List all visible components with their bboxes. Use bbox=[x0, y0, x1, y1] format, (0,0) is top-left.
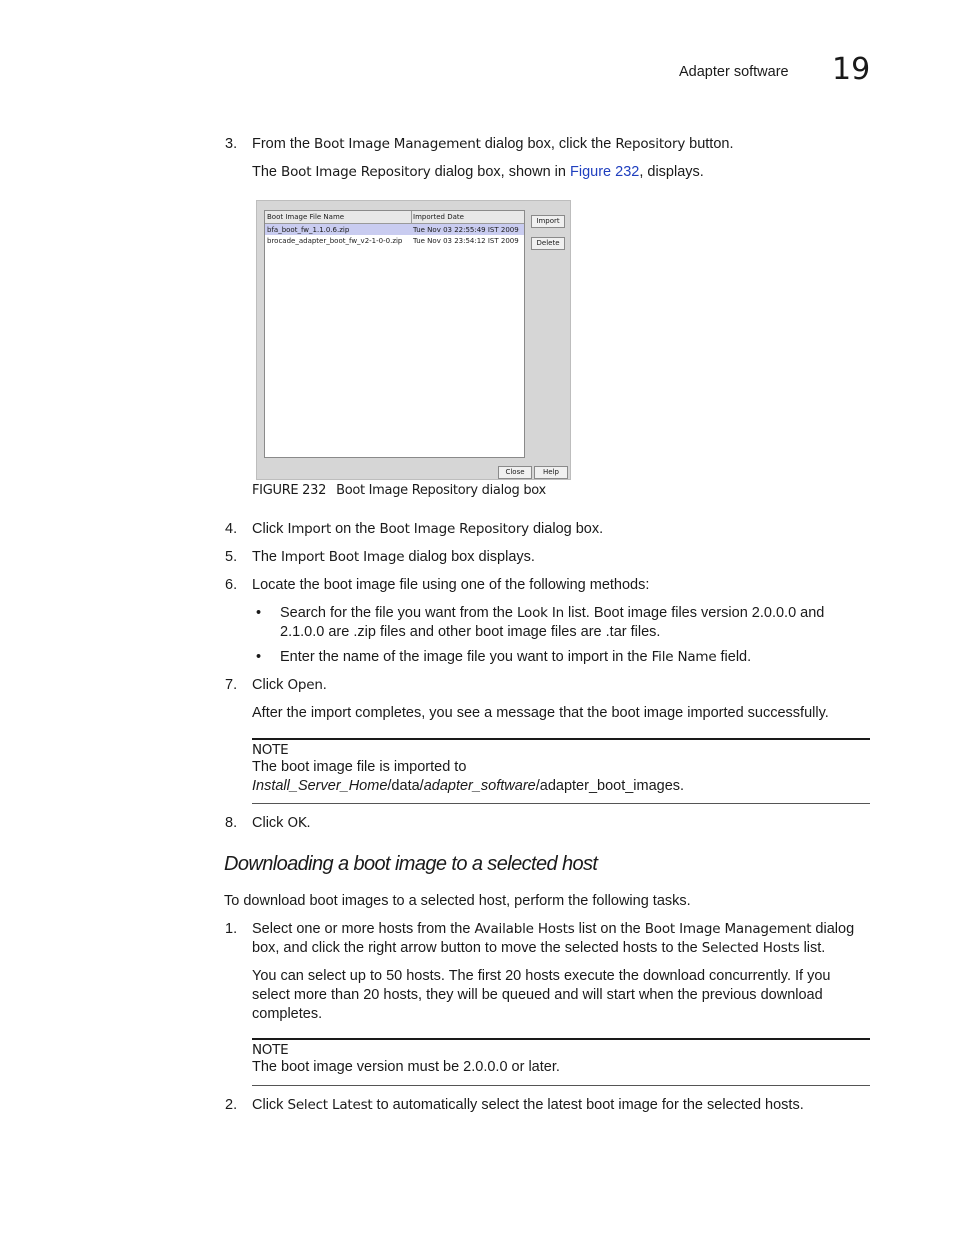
boot-image-table bbox=[264, 210, 525, 458]
text-run: list. Boot image files version 2.0.0.0 and 2.1.0.0 are .zip files and other boot image files are .tar files. bbox=[280, 605, 825, 640]
note-title: NOTE bbox=[252, 1042, 289, 1058]
text-run: Click bbox=[252, 521, 288, 537]
ui-term: Import bbox=[287, 521, 332, 537]
bullet-text bbox=[280, 648, 870, 667]
step-text bbox=[252, 920, 872, 958]
text-run: Enter the name of the image file you want to import in the bbox=[280, 649, 652, 665]
ui-term: Select Latest bbox=[287, 1097, 373, 1113]
step-text bbox=[252, 135, 872, 154]
table-row[interactable] bbox=[265, 224, 524, 235]
figure-label: FIGURE 232 bbox=[252, 483, 327, 498]
ui-term: Boot Image Management bbox=[314, 136, 481, 152]
note-title: NOTE bbox=[252, 742, 289, 758]
ui-term: Boot Image Repository bbox=[281, 164, 431, 180]
bullet-icon: • bbox=[256, 605, 262, 621]
ui-term: Available Hosts bbox=[474, 921, 575, 937]
delete-button[interactable]: Delete bbox=[531, 237, 565, 250]
cell-file-name: brocade_adapter_boot_fw_v2-1-0-0.zip bbox=[267, 237, 403, 245]
step-text bbox=[252, 548, 872, 567]
boot-image-repository-dialog bbox=[256, 200, 571, 480]
text-run: Click bbox=[252, 1097, 288, 1113]
ui-term: Boot Image Repository bbox=[379, 521, 529, 537]
section-step-1-paragraph: You can select up to 50 hosts. The first 20 hosts execute the download concurrently. If you select more than 20 hosts, they will be queued and will start when the previous download completes. bbox=[252, 968, 831, 1022]
bullet-text bbox=[280, 604, 870, 642]
cell-imported-date: Tue Nov 03 23:54:12 IST 2009 bbox=[413, 237, 519, 245]
path-part: /adapter_boot_images. bbox=[535, 778, 685, 794]
text-run: Select one or more hosts from the bbox=[252, 921, 475, 937]
ui-term: Look In bbox=[516, 605, 565, 621]
text-run: dialog box, and click the right arrow button to move the selected hosts to the bbox=[252, 921, 855, 956]
ui-term: OK bbox=[287, 815, 307, 831]
text-run: Click bbox=[252, 815, 288, 831]
text-run: on the bbox=[331, 521, 380, 537]
cell-file-name: bfa_boot_fw_1.1.0.6.zip bbox=[267, 226, 350, 234]
step-number: 7. bbox=[225, 677, 238, 693]
figure-link[interactable]: Figure 232 bbox=[570, 164, 640, 180]
step-7-paragraph: After the import completes, you see a message that the boot image imported successfully. bbox=[252, 705, 829, 721]
close-button[interactable]: Close bbox=[498, 466, 532, 479]
note-line: The boot image file is imported to bbox=[252, 759, 467, 775]
figure-title: Boot Image Repository dialog box bbox=[336, 483, 546, 498]
path-part: adapter_software bbox=[423, 778, 536, 794]
ui-term: Selected Hosts bbox=[701, 940, 800, 956]
step-number: 2. bbox=[225, 1097, 238, 1113]
text-run: dialog box. bbox=[528, 521, 604, 537]
step-number: 4. bbox=[225, 521, 238, 537]
note-line: The boot image version must be 2.0.0.0 or later. bbox=[252, 1059, 560, 1075]
text-run: . bbox=[306, 815, 311, 831]
text-run: dialog box, click the bbox=[480, 136, 616, 152]
step-text bbox=[252, 676, 872, 695]
step-number: 6. bbox=[225, 577, 238, 593]
text-run: list on the bbox=[574, 921, 645, 937]
step-text: Locate the boot image file using one of the following methods: bbox=[252, 577, 650, 593]
text-run: dialog box, shown in bbox=[430, 164, 570, 180]
note-path bbox=[252, 777, 870, 796]
text-run: button. bbox=[685, 136, 734, 152]
step-number: 3. bbox=[225, 136, 238, 152]
text-run: , displays. bbox=[639, 164, 704, 180]
ui-term: Import Boot Image bbox=[281, 549, 405, 565]
path-part: Install_Server_Home bbox=[252, 778, 388, 794]
ui-term: File Name bbox=[651, 649, 717, 665]
text-run: The bbox=[252, 549, 282, 565]
text-run: The bbox=[252, 164, 282, 180]
cell-imported-date: Tue Nov 03 22:55:49 IST 2009 bbox=[413, 226, 519, 234]
text-run: to automatically select the latest boot image for the selected hosts. bbox=[372, 1097, 804, 1113]
column-header-file-name[interactable]: Boot Image File Name bbox=[267, 213, 345, 221]
step-text bbox=[252, 520, 872, 539]
step-3-paragraph bbox=[252, 163, 872, 182]
step-text bbox=[252, 814, 872, 833]
step-text bbox=[252, 1096, 872, 1115]
ui-term: Repository bbox=[615, 136, 686, 152]
path-part: /data/ bbox=[387, 778, 424, 794]
text-run: Click bbox=[252, 677, 288, 693]
text-run: . bbox=[322, 677, 327, 693]
import-button[interactable]: Import bbox=[531, 215, 565, 228]
running-header-section: Adapter software bbox=[679, 64, 789, 80]
column-header-imported-date[interactable]: Imported Date bbox=[413, 213, 464, 221]
figure-caption bbox=[252, 483, 546, 498]
help-button[interactable]: Help bbox=[534, 466, 568, 479]
text-run: list. bbox=[799, 940, 826, 956]
table-header bbox=[265, 211, 524, 224]
text-run: dialog box displays. bbox=[404, 549, 535, 565]
section-heading: Downloading a boot image to a selected host bbox=[224, 853, 598, 875]
step-number: 8. bbox=[225, 815, 238, 831]
text-run: field. bbox=[716, 649, 752, 665]
chapter-number: 19 bbox=[832, 52, 871, 87]
ui-term: Open bbox=[287, 677, 323, 693]
text-run: Search for the file you want from the bbox=[280, 605, 517, 621]
step-number: 1. bbox=[225, 921, 238, 937]
text-run: From the bbox=[252, 136, 315, 152]
note-box bbox=[252, 738, 870, 804]
ui-term: Boot Image Management bbox=[644, 921, 812, 937]
step-number: 5. bbox=[225, 549, 238, 565]
bullet-icon: • bbox=[256, 649, 262, 665]
section-intro: To download boot images to a selected host, perform the following tasks. bbox=[224, 893, 691, 909]
table-row[interactable] bbox=[265, 235, 524, 246]
note-box bbox=[252, 1038, 870, 1086]
